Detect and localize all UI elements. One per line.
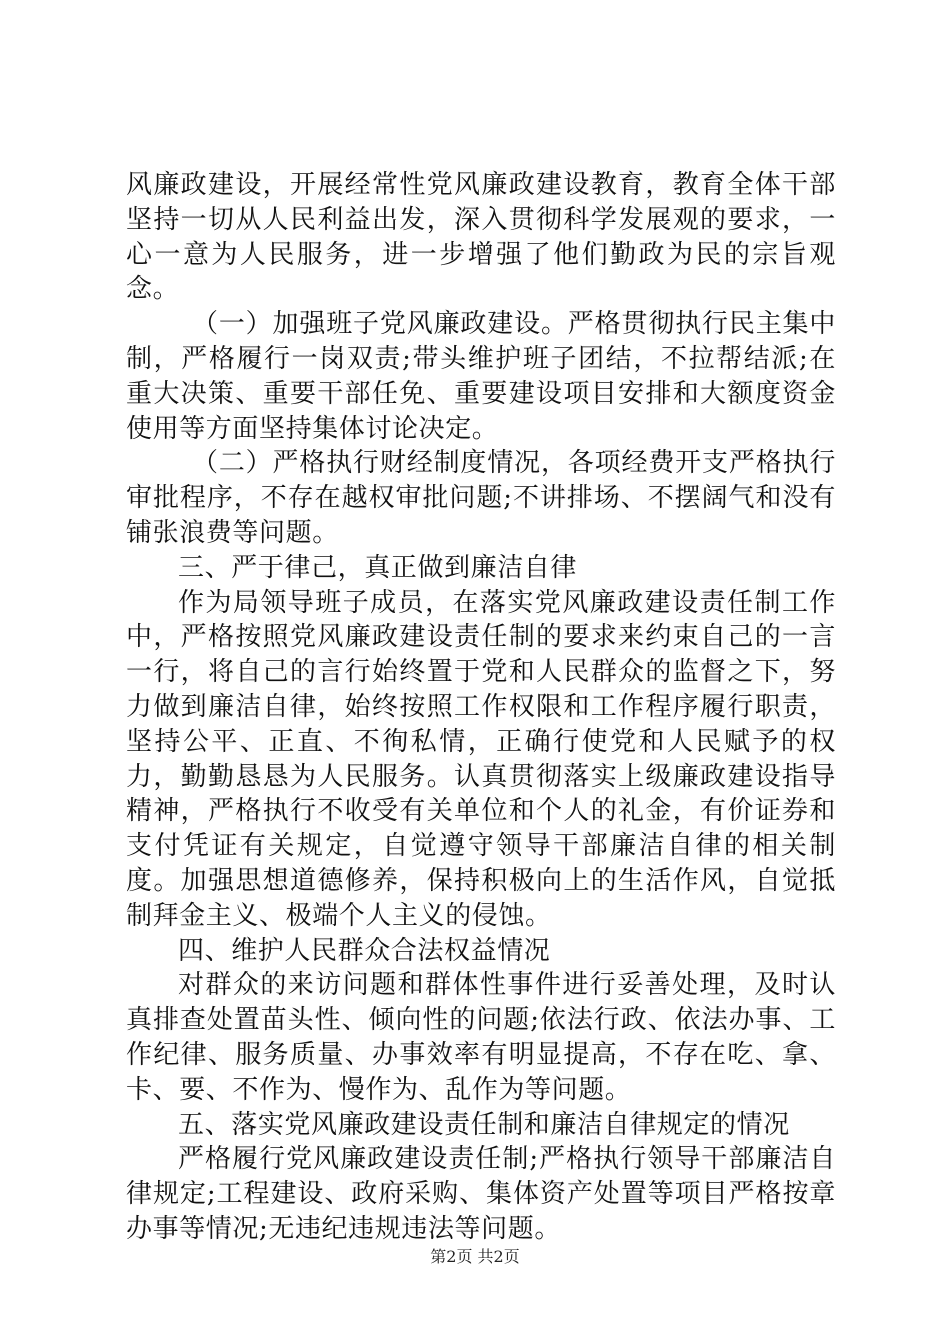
section-heading-4: 四、维护人民群众合法权益情况 [178,935,551,966]
paragraph-continuation: 风廉政建设，开展经常性党风廉政建设教育，教育全体干部坚持一切从人民利益出发，深入贯彻科学发展观的要求，一心一意为人民服务，进一步增强了他们勤政为民的宗旨观念。 [126,170,836,305]
paragraph-section-3: 作为局领导班子成员，在落实党风廉政建设责任制工作中，严格按照党风廉政建设责任制的要求来约束自己的一言一行，将自己的言行始终置于党和人民群众的监督之下，努力做到廉洁自律，始终按照工作权限和工作程序履行职责，坚持公平、正直、不徇私情，正确行使党和人民赋予的权力，勤勤恳恳为人民服务。认真贯彻落实上级廉政建设指导精神，严格执行不收受有关单位和个人的礼金，有价证券和支付凭证有关规定，自觉遵守领导干部廉洁自律的相关制度。加强思想道德修养，保持积极向上的生活作风，自觉抵制拜金主义、极端个人主义的侵蚀。 [126,587,836,931]
paragraph-section-4: 对群众的来访问题和群体性事件进行妥善处理，及时认真排查处置苗头性、倾向性的问题;依法行政、依法办事、工作纪律、服务质量、办事效率有明显提高，不存在吃、拿、卡、要、不作为、慢作为、乱作为等问题。 [126,970,836,1105]
paragraph-item-1: （一）加强班子党风廉政建设。严格贯彻执行民主集中制，严格履行一岗双责;带头维护班子团结，不拉帮结派;在重大决策、重要干部任免、重要建设项目安排和大额度资金使用等方面坚持集体讨论决定。 [126,309,836,444]
section-heading-5: 五、落实党风廉政建设责任制和廉洁自律规定的情况 [178,1109,790,1140]
paragraph-item-2: （二）严格执行财经制度情况，各项经费开支严格执行审批程序，不存在越权审批问题;不讲排场、不摆阔气和没有铺张浪费等问题。 [126,448,836,548]
page-footer: 第2页 共2页 [430,1247,520,1266]
section-heading-3: 三、严于律己，真正做到廉洁自律 [178,552,578,583]
paragraph-section-5: 严格履行党风廉政建设责任制;严格执行领导干部廉洁自律规定;工程建设、政府采购、集体资产处置等项目严格按章办事等情况;无违纪违规违法等问题。 [126,1144,836,1244]
document-body [126,168,836,1247]
